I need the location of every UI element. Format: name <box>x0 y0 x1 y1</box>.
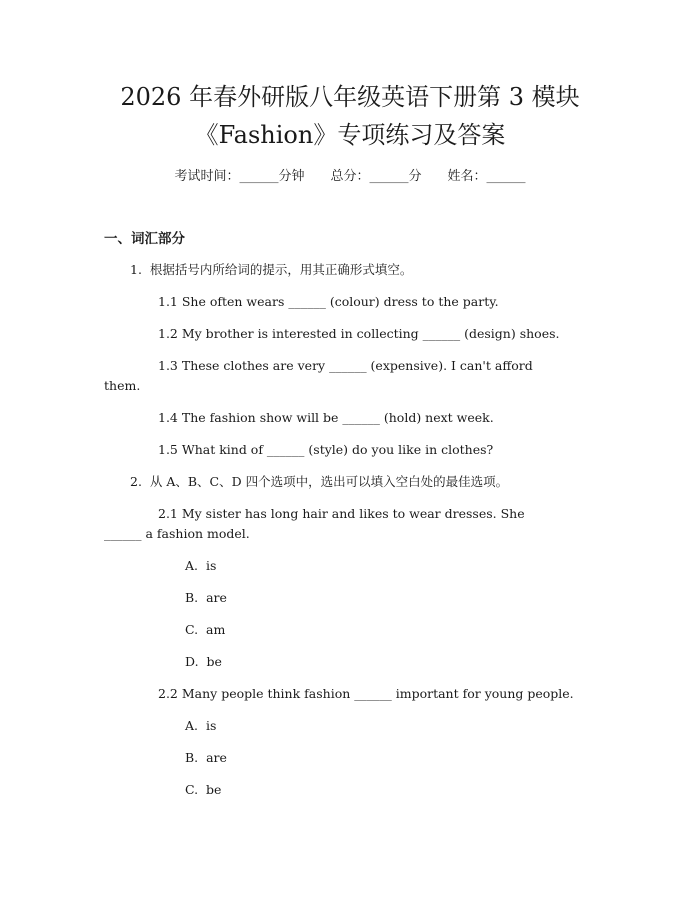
question-2-1-line2: ______ a fashion model. <box>104 526 250 541</box>
question-2-1-line1: 2.1 My sister has long hair and likes to wear dresses. She <box>158 506 525 521</box>
question-1-4: 1.4 The fashion show will be ______ (hold) next week. <box>158 410 494 425</box>
doc-title-line1: 2026 年春外研版八年级英语下册第 3 模块 <box>120 83 580 111</box>
doc-title-line2: 《Fashion》专项练习及答案 <box>194 121 506 149</box>
exam-total-score: 总分：______分 <box>330 169 422 184</box>
question-2-1-option-c: C. am <box>185 622 226 637</box>
question-1-1: 1.1 She often wears ______ (colour) dress to the party. <box>158 294 499 309</box>
section-vocabulary-heading: 一、词汇部分 <box>104 231 185 247</box>
question-2-2-option-a: A. is <box>185 718 217 733</box>
question-1-2: 1.2 My brother is interested in collecting ______ (design) shoes. <box>158 326 560 341</box>
question-2-1-option-a: A. is <box>185 558 217 573</box>
question-2-2: 2.2 Many people think fashion ______ important for young people. <box>158 686 574 701</box>
question-2-1-option-b: B. are <box>185 590 227 605</box>
exam-meta <box>0 168 700 186</box>
student-name: 姓名：______ <box>447 169 526 184</box>
question-2-1-option-d: D. be <box>185 654 222 669</box>
question-2-2-option-c: C. be <box>185 782 222 797</box>
exam-time: 考试时间：______分钟 <box>174 169 305 184</box>
question-2-stem: 2. 从 A、B、C、D 四个选项中，选出可以填入空白处的最佳选项。 <box>130 474 509 489</box>
question-2-2-option-b: B. are <box>185 750 227 765</box>
question-1-3: 1.3 These clothes are very ______ (expensive). I can't afford <box>158 358 533 373</box>
question-1-5: 1.5 What kind of ______ (style) do you like in clothes? <box>158 442 494 457</box>
question-1-3-continuation: them. <box>104 378 141 393</box>
question-1-stem: 1. 根据括号内所给词的提示，用其正确形式填空。 <box>130 262 413 277</box>
